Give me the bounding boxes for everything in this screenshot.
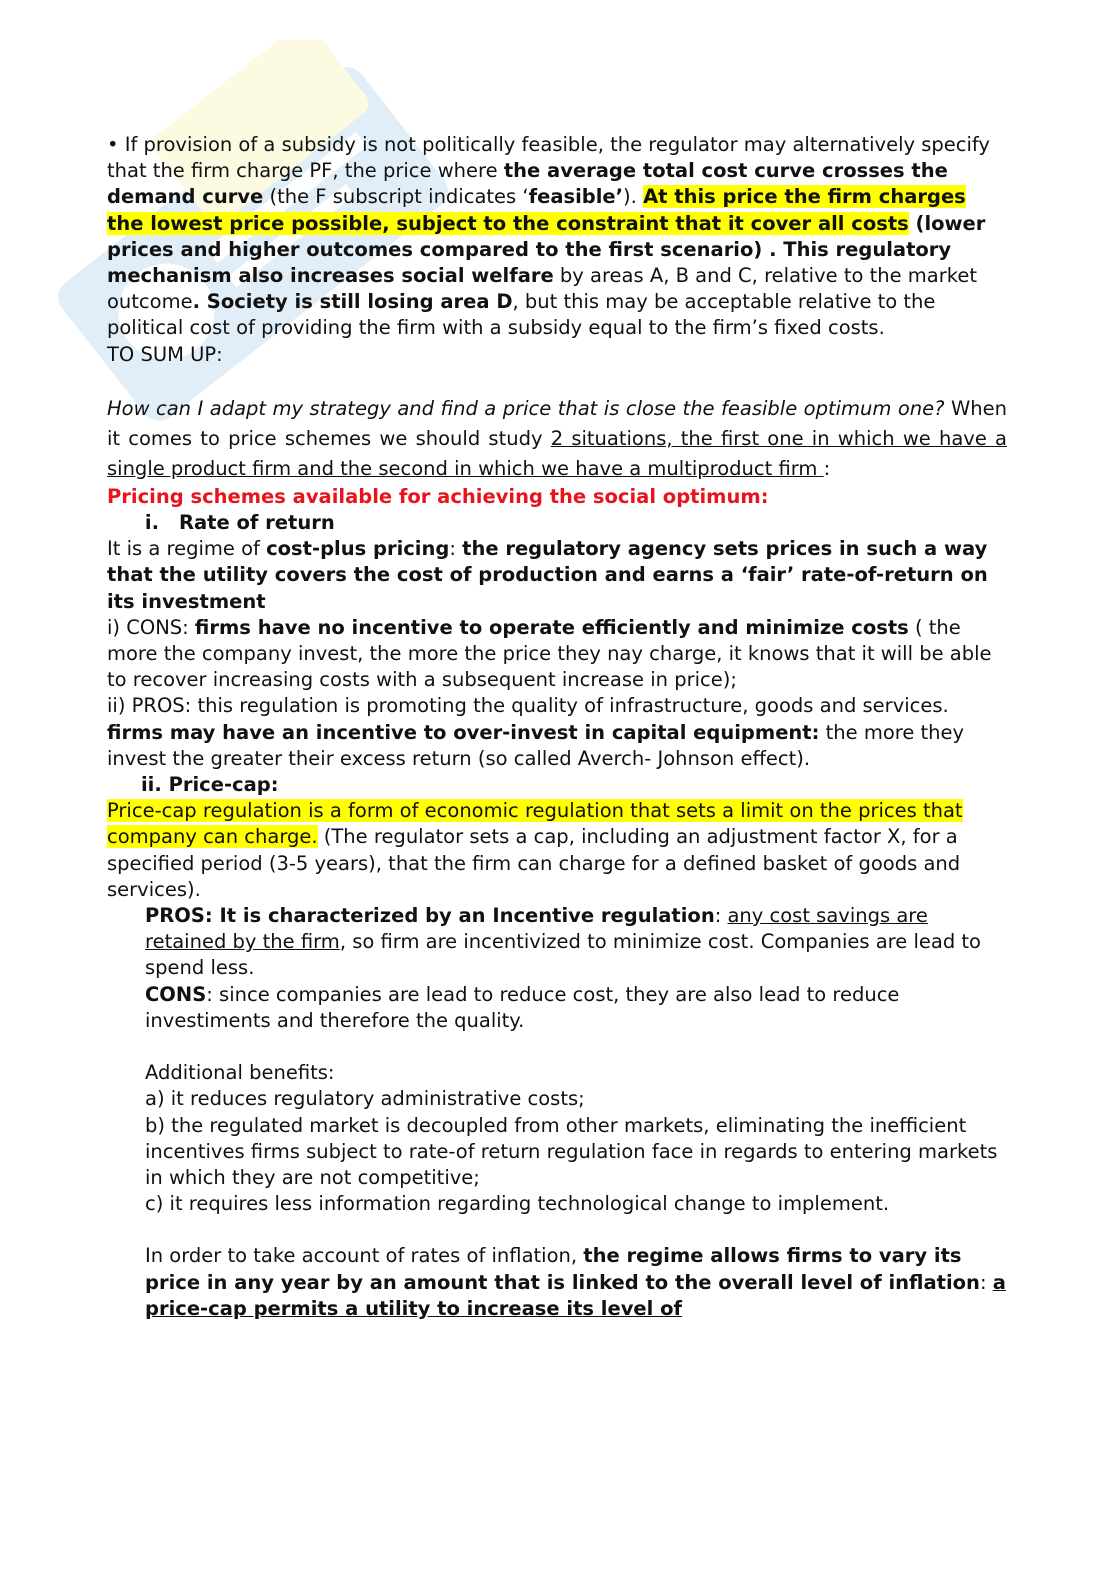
inflation-paragraph: In order to take account of rates of inflation, the regime allows firms to vary its price in any year by an amount that is linked to the overall level of inflation: a price-cap permits a utility to increase its level of	[145, 1244, 1006, 1320]
price-cap-pros: PROS: It is characterized by an Incentive regulation: any cost savings are retained by the firm, so firm are incentivized to minimize cost. Companies are lead to spend less.	[145, 904, 981, 980]
rate-of-return-definition: It is a regime of cost-plus pricing: the regulatory agency sets prices in such a way that the utility covers the cost of production and earns a ‘fair’ rate-of-return on its investment	[107, 537, 988, 613]
sum-up-label: TO SUM UP:	[107, 342, 223, 366]
rate-of-return-pros: ii) PROS: this regulation is promoting the quality of infrastructure, goods and services. firms may have an incentive to over-invest in capital equipment: the more they invest the greater their excess return (so called Averch- Johnson effect).	[107, 694, 965, 770]
subheading-rate-of-return: i. Rate of return	[144, 511, 335, 535]
benefit-b: b) the regulated market is decoupled from other markets, eliminating the inefficient incentives firms subject to rate-of return regulation face in regards to entering markets in which they are not competitive;	[145, 1113, 998, 1189]
highlight-price-cap: Price-cap regulation is a form of economic regulation that sets a limit on the prices that company can charge.	[107, 799, 963, 849]
paragraph-feasible-price: • If provision of a subsidy is not politically feasible, the regulator may alternatively specify that the firm charge PF, the price where the average total cost curve crosses the demand curve (the F subscript indicates ‘feasible’). At this price the firm charges the lowest price possible, subject to the constraint that it cover all costs (lower prices and higher outcomes compared to the first scenario) . This regulatory mechanism also increases social welfare by areas A, B and C, relative to the market outcome. Society is still losing area D, but this may be acceptable relative to the political cost of providing the firm with a subsidy equal to the firm’s fixed costs.	[107, 133, 990, 340]
document-page	[107, 132, 1007, 1322]
price-cap-definition: Price-cap regulation is a form of economic regulation that sets a limit on the prices that company can charge. (The regulator sets a cap, including an adjustment factor X, for a specified period (3-5 years), that the firm can charge for a defined basket of goods and services).	[107, 799, 963, 901]
question-paragraph: How can I adapt my strategy and find a price that is close the feasible optimum one? When it comes to price schemes we should study 2 situations, the first one in which we have a single product firm and the second in which we have a multiproduct firm :	[107, 396, 1007, 480]
price-cap-cons: CONS: since companies are lead to reduce cost, they are also lead to reduce investiments and therefore the quality.	[145, 982, 900, 1032]
additional-benefits-title: Additional benefits:	[145, 1061, 335, 1085]
benefit-a: a) it reduces regulatory administrative costs;	[145, 1087, 585, 1111]
rate-of-return-cons: i) CONS: firms have no incentive to operate efficiently and minimize costs ( the more the company invest, the more the price they nay charge, it knows that it will be able to recover increasing costs with a subsequent increase in price);	[107, 615, 992, 692]
subheading-price-cap: ii. Price-cap:	[141, 773, 279, 797]
price-cap-details	[107, 903, 1007, 1322]
highlight-lowest-price: At this price the firm charges the lowest price possible, subject to the constraint that it cover all costs	[107, 185, 966, 235]
section-heading-pricing-schemes: Pricing schemes available for achieving the social optimum:	[107, 484, 769, 508]
benefit-c: c) it requires less information regarding technological change to implement.	[145, 1192, 890, 1216]
